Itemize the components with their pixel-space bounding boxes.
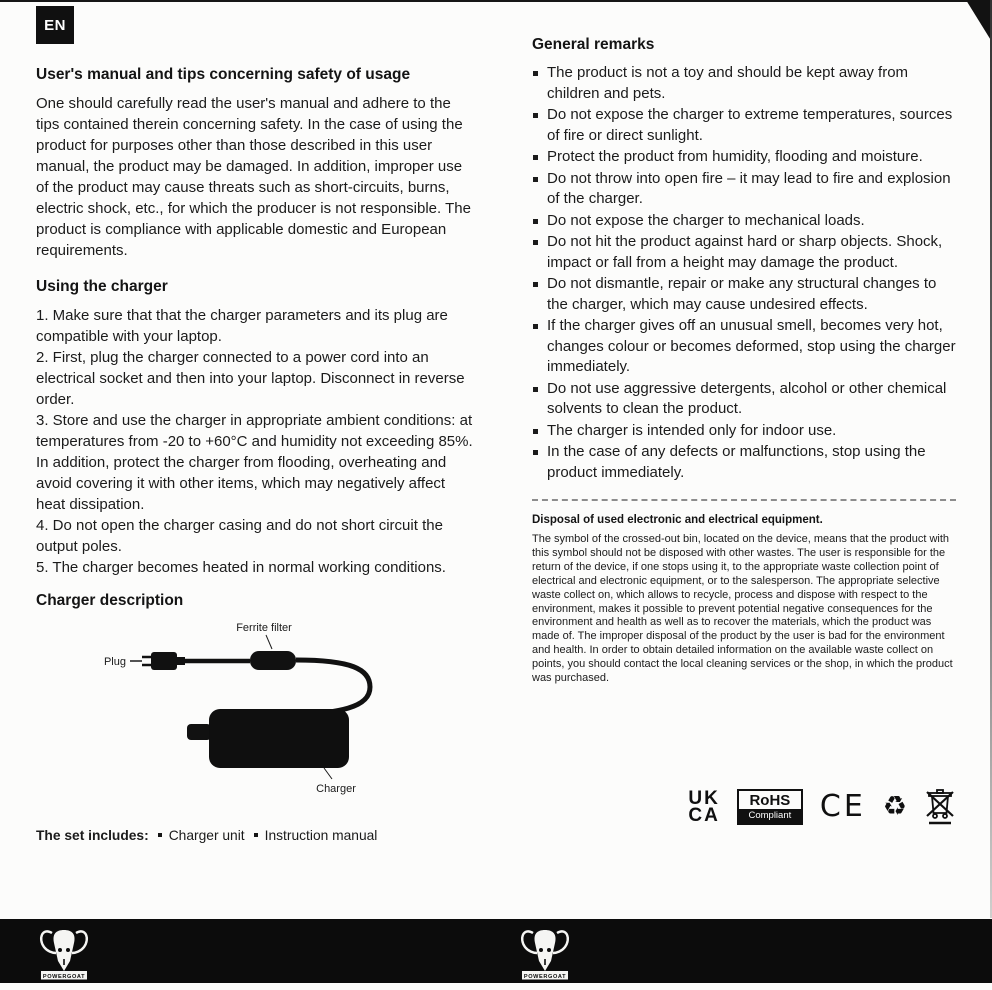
powergoat-wordmark: POWERGOAT (523, 973, 567, 980)
remark-item: Do not throw into open fire – it may lead to fire and explosion of the charger. (532, 169, 956, 210)
usage-step: 1. Make sure that that the charger parameters and its plug are compatible with your laptop. (36, 307, 448, 345)
left-column (36, 0, 476, 843)
general-remarks-list (532, 63, 956, 483)
remark-item: Do not hit the product against hard or sharp objects. Shock, impact or fall from a height may damage the product. (532, 232, 956, 273)
ferrite-filter-icon (250, 651, 296, 670)
set-includes-line (36, 828, 476, 843)
footer-bar (0, 919, 992, 983)
remark-item: Protect the product from humidity, flooding and moisture. (532, 147, 956, 168)
disposal-title: Disposal of used electronic and electrical equipment. (532, 514, 823, 526)
remark-item: If the charger gives off an unusual smell, becomes very hot, changes colour or becomes deformed, stop using the charger immediately. (532, 316, 956, 378)
powergoat-logo (517, 921, 573, 981)
set-item: Instruction manual (264, 828, 378, 843)
set-item: Charger unit (168, 828, 245, 843)
section-title-safety: User's manual and tips concerning safety of usage (36, 66, 411, 83)
language-badge: EN (36, 6, 74, 44)
charger-label: Charger (316, 783, 356, 795)
remark-item: The charger is intended only for indoor use. (532, 421, 956, 442)
square-bullet-icon (158, 833, 162, 837)
ukca-mark-icon: UK CA (688, 787, 720, 826)
rohs-mark-icon: RoHS Compliant (737, 789, 803, 825)
usage-steps (36, 305, 476, 578)
usage-step: 2. First, plug the charger connected to a power cord into an electrical socket and then into your laptop. Disconnect in reverse order. (36, 349, 465, 408)
plug-label: Plug (103, 656, 126, 668)
section-title-using-charger: Using the charger (36, 278, 168, 295)
ce-mark-icon: CE (819, 789, 866, 825)
plug-icon (142, 652, 185, 670)
usage-step: 5. The charger becomes heated in normal working conditions. (36, 559, 446, 576)
weee-crossed-bin-icon (924, 786, 956, 828)
compliance-marks (532, 786, 956, 828)
usage-step: 4. Do not open the charger casing and do not short circuit the output poles. (36, 517, 443, 555)
powergoat-logo (36, 921, 92, 981)
charger-diagram (36, 619, 476, 804)
powergoat-wordmark: POWERGOAT (42, 973, 86, 980)
recycle-icon: ♻ (882, 791, 907, 822)
square-bullet-icon (254, 833, 258, 837)
section-title-general-remarks: General remarks (532, 36, 655, 53)
charger-diagram-drawing (36, 619, 476, 799)
safety-paragraph: One should carefully read the user's manual and adhere to the tips contained therein concerning safety. In the case of using the product for purposes other than those described in this user manual, the product may be damaged. In addition, improper use of the product may cause threats such as short-circuits, burns, electric shock, etc., for which the producer is not responsible. The product is compliance with applicable domestic and European requirements. (36, 95, 471, 259)
right-column (532, 0, 956, 843)
remark-item: Do not dismantle, repair or make any structural changes to the charger, which may cause undesired effects. (532, 274, 956, 315)
remark-item: The product is not a toy and should be kept away from children and pets. (532, 63, 956, 104)
remark-item: Do not expose the charger to extreme temperatures, sources of fire or direct sunlight. (532, 105, 956, 146)
disposal-paragraph: The symbol of the crossed-out bin, located on the device, means that the product with this symbol should not be disposed with other wastes. The user is responsible for the return of the device, if one stops using it, to the appropriate waste collection point of electrical and electronic equipment, or to the salesperson. The appropriate selective waste collect on, which allows to recycle, process and dispose with respect to the environment, makes it possible to prevent potential negative consequences for the environment and health as well as to recover the materials, which the product was made of. The improper disposal of the product by the user is bad for the environment and health. In order to obtain detailed information on the available waste collect on points, you should contact the local cleaning services or the shop, in which the product was purchased. (532, 533, 953, 685)
section-title-charger-description: Charger description (36, 592, 184, 609)
remark-item: Do not use aggressive detergents, alcohol or other chemical solvents to clean the product. (532, 379, 956, 420)
set-includes-label: The set includes: (36, 828, 149, 843)
ferrite-filter-label: Ferrite filter (236, 622, 292, 634)
remark-item: In the case of any defects or malfunctions, stop using the product immediately. (532, 442, 956, 483)
charger-body-icon (209, 709, 349, 768)
dashed-divider (532, 499, 956, 501)
scan-edge-corner (966, 0, 992, 42)
usage-step: 3. Store and use the charger in appropriate ambient conditions: at temperatures from -20 to +60°C and humidity not exceeding 85%. In addition, protect the charger from flooding, overheating and avoid covering it with other items, which may negatively affect heat dissipation. (36, 412, 473, 513)
remark-item: Do not expose the charger to mechanical loads. (532, 211, 956, 232)
